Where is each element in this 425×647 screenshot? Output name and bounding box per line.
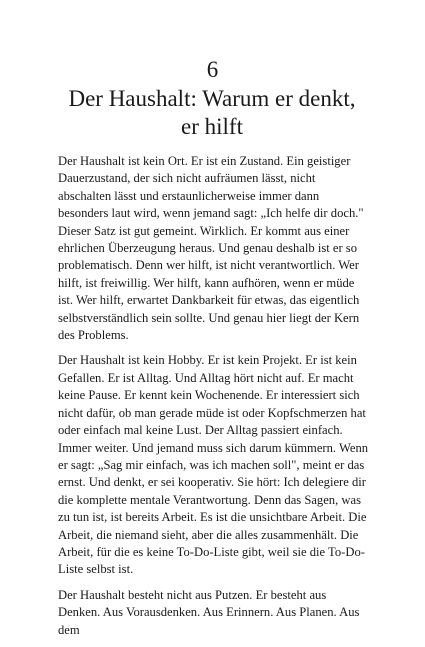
chapter-body <box>58 153 370 647</box>
chapter-title: Der Haushalt: Warum er denkt, er hilft <box>68 86 356 139</box>
paragraph: Der Haushalt ist kein Hobby. Er ist kein Projekt. Er ist kein Gefallen. Er ist Alltag. Und Alltag hört nicht auf. Er macht keine Pause. Er kennt kein Wochenende. Er interessiert sich nicht dafür, ob man gerade müde ist oder Kopfschmerzen hat oder einfach mal keine Lust. Der Alltag passiert einfach. Immer weiter. Und jemand muss sich darum kümmern. Wenn er sagt: „Sag mir einfach, was ich machen soll", meint er das ernst. Und denkt, er sei kooperativ. Sie hört: Ich delegiere dir die komplette mentale Verantwortung. Denn das Sagen, was zu tun ist, ist bereits Arbeit. Es ist die unsichtbare Arbeit. Die Arbeit, die niemand sieht, aber die alles zusammenhält. Die Arbeit, für die es keine To-Do-Liste gibt, weil sie die To-Do-Liste selbst ist. <box>58 353 369 577</box>
chapter-number: 6 <box>206 57 219 82</box>
paragraph: Der Haushalt besteht nicht aus Putzen. Er besteht aus Denken. Aus Vorausdenken. Aus Erinnern. Aus Planen. Aus dem <box>58 587 360 637</box>
paragraph: Der Haushalt ist kein Ort. Er ist ein Zustand. Ein geistiger Dauerzustand, der sich nicht aufräumen lässt, nicht abschalten lässt und erstaunlicherweise immer dann besonders laut wird, wenn jemand sagt: „Ich helfe dir doch." Dieser Satz ist gut gemeint. Wirklich. Er kommt aus einer ehrlichen Überzeugung heraus. Und genau deshalb ist er so problematisch. Denn wer hilft, ist nicht verantwortlich. Wer hilft, ist freiwillig. Wer hilft, kann aufhören, wenn er müde ist. Wer hilft, erwartet Dankbarkeit für etwas, das eigentlich selbstverständlich sein sollte. Und genau hier liegt der Kern des Problems. <box>58 154 364 343</box>
